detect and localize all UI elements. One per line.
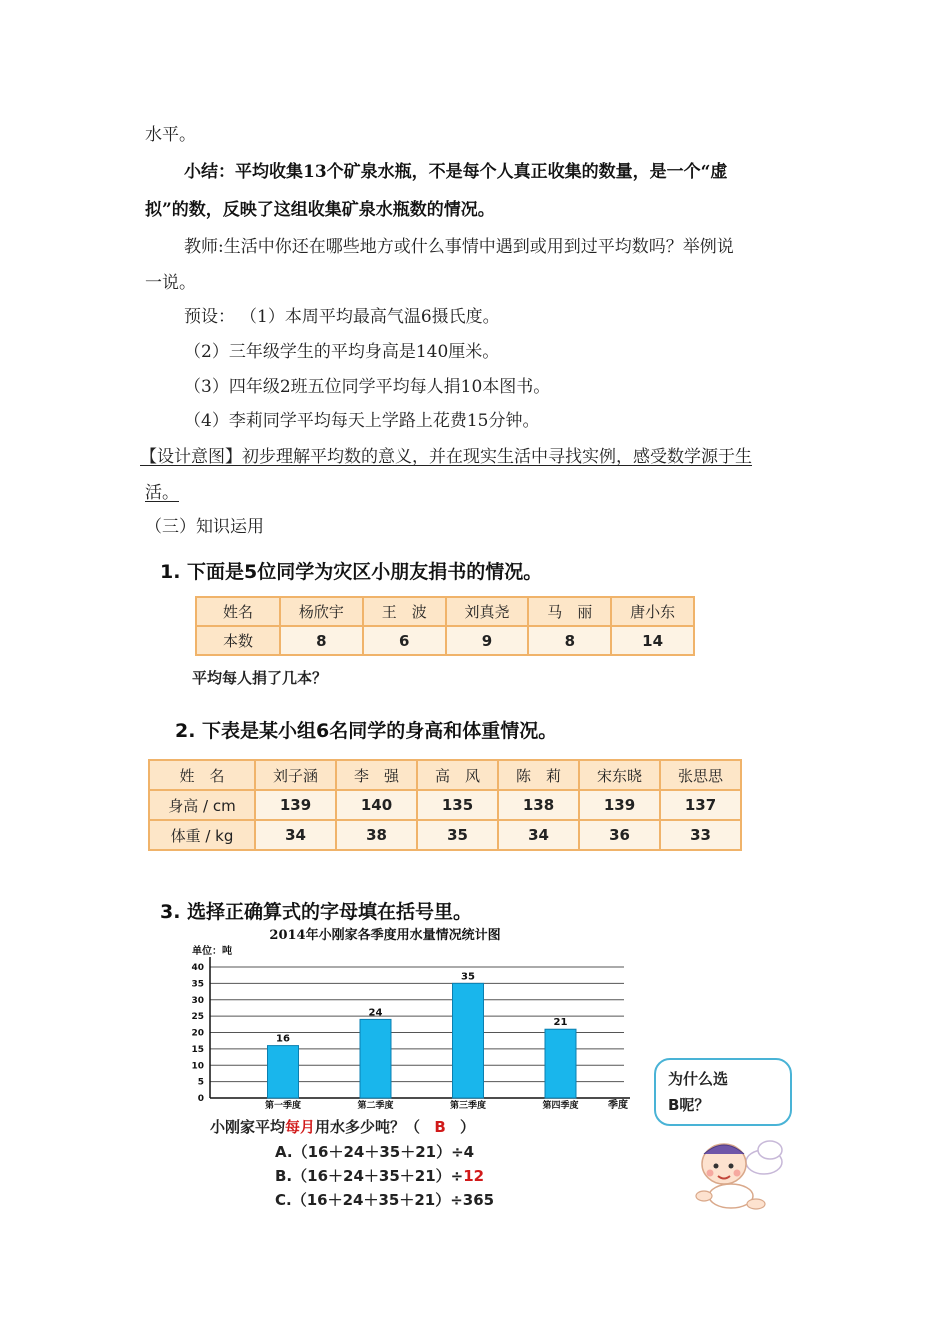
chart-category-label: 第一季度	[264, 1101, 302, 1111]
water-usage-bar-chart	[180, 922, 650, 1114]
chart-title: 2014年小刚家各季度用水量情况统计图	[269, 928, 501, 943]
q3-option-c: C.（16＋24＋35＋21）÷365	[275, 1191, 495, 1209]
q2-heading: 2. 下表是某小组6名同学的身高和体重情况。	[175, 720, 558, 742]
q2-header-height: 身高 / cm	[149, 790, 255, 820]
q1-name-cell: 杨欣宇	[280, 597, 363, 626]
paragraph-continuation: 水平。	[145, 125, 196, 145]
chart-y-tick-label: 15	[191, 1044, 204, 1055]
q1-header-name: 姓名	[196, 597, 280, 626]
q3-option-a: A.（16＋24＋35＋21）÷4	[275, 1143, 475, 1161]
q2-height-cell: 140	[336, 790, 417, 820]
q2-header-weight: 体重 / kg	[149, 820, 255, 850]
chart-bar	[453, 983, 484, 1098]
chart-x-axis-label: 季度	[608, 1100, 628, 1111]
chart-data-label: 16	[276, 1033, 290, 1045]
q2-name-cell: 张思思	[660, 760, 741, 790]
q2-height-cell: 139	[255, 790, 336, 820]
chart-category-label: 第二季度	[357, 1101, 394, 1111]
chart-y-tick-label: 5	[197, 1077, 204, 1088]
teacher-line-2: 一说。	[145, 273, 196, 293]
preset-item-3: （3）四年级2班五位同学平均每人捐10本图书。	[184, 377, 551, 397]
section-title: （三）知识运用	[145, 517, 264, 537]
q2-weight-cell: 36	[579, 820, 660, 850]
q2-height-cell: 138	[498, 790, 579, 820]
q2-height-cell: 137	[660, 790, 741, 820]
q2-name-cell: 高 风	[417, 760, 498, 790]
chart-data-label: 35	[461, 971, 475, 983]
q3-option-b-correction: 12	[463, 1167, 485, 1185]
q2-header-name: 姓 名	[149, 760, 255, 790]
preset-item-1: （1）本周平均最高气温6摄氏度。	[240, 307, 500, 327]
teacher-line-1: 教师:生活中你还在哪些地方或什么事情中遇到或用到过平均数吗？举例说	[184, 237, 734, 257]
chart-y-tick-label: 25	[191, 1012, 204, 1023]
q1-heading: 1. 下面是5位同学为灾区小朋友捐书的情况。	[160, 561, 543, 583]
chart-category-label: 第三季度	[449, 1101, 487, 1111]
q1-header-count: 本数	[196, 626, 280, 655]
q3-question	[210, 1116, 475, 1137]
q1-name-cell: 王 波	[363, 597, 446, 626]
q1-value-cell: 8	[280, 626, 363, 655]
q3-answer: B	[434, 1118, 446, 1136]
cartoon-angel-icon	[686, 1128, 786, 1218]
chart-data-label: 21	[553, 1017, 568, 1029]
chart-data-label: 24	[368, 1007, 383, 1019]
chart-y-tick-label: 35	[191, 979, 204, 990]
q1-value-cell: 14	[611, 626, 694, 655]
q1-value-cell: 9	[446, 626, 529, 655]
chart-category-label: 第四季度	[542, 1101, 579, 1111]
chart-y-tick-label: 30	[191, 995, 204, 1006]
chart-y-tick-label: 0	[197, 1094, 204, 1104]
chart-bar	[545, 1029, 576, 1098]
q1-question: 平均每人捐了几本？	[192, 669, 328, 687]
summary-line-2: 拟”的数，反映了这组收集矿泉水瓶数的情况。	[145, 200, 495, 220]
chart-y-tick-label: 10	[191, 1061, 204, 1072]
preset-item-4: （4）李莉同学平均每天上学路上花费15分钟。	[184, 411, 540, 431]
chart-bar	[268, 1046, 299, 1098]
q2-name-cell: 刘子涵	[255, 760, 336, 790]
q2-table	[148, 759, 742, 851]
design-intent-line-2: 活。	[145, 483, 179, 503]
preset-label: 预设：	[184, 307, 235, 327]
q3-option-b-text: B.（16＋24＋35＋21）÷	[275, 1167, 464, 1185]
speech-bubble-line-1: 为什么选	[668, 1070, 729, 1088]
chart-bar	[360, 1019, 391, 1098]
q1-table	[195, 596, 695, 656]
q2-weight-cell: 34	[255, 820, 336, 850]
q2-height-cell: 135	[417, 790, 498, 820]
q3-question-end: ）	[460, 1118, 476, 1136]
preset-item-2: （2）三年级学生的平均身高是140厘米。	[184, 342, 500, 362]
q1-name-cell: 刘真尧	[446, 597, 529, 626]
chart-y-tick-label: 20	[191, 1028, 204, 1039]
q3-question-emphasis: 每月	[285, 1118, 316, 1136]
q2-name-cell: 宋东晓	[579, 760, 660, 790]
q2-weight-cell: 38	[336, 820, 417, 850]
q2-name-cell: 陈 莉	[498, 760, 579, 790]
q2-name-cell: 李 强	[336, 760, 417, 790]
q3-question-post: 用水多少吨？（	[315, 1118, 421, 1136]
summary-line-1: 小结：平均收集13个矿泉水瓶，不是每个人真正收集的数量，是一个“虚	[184, 162, 728, 182]
q2-weight-cell: 34	[498, 820, 579, 850]
q3-heading: 3. 选择正确算式的字母填在括号里。	[160, 901, 473, 923]
speech-bubble	[654, 1058, 792, 1126]
q1-value-cell: 6	[363, 626, 446, 655]
q1-value-cell: 8	[528, 626, 611, 655]
design-intent-line-1: 【设计意图】初步理解平均数的意义，并在现实生活中寻找实例，感受数学源于生	[140, 447, 752, 467]
q2-weight-cell: 33	[660, 820, 741, 850]
chart-unit-label: 单位：吨	[192, 946, 232, 957]
speech-bubble-line-2: B呢？	[668, 1096, 710, 1114]
chart-y-tick-label: 40	[191, 963, 204, 973]
q1-name-cell: 马 丽	[528, 597, 611, 626]
q1-name-cell: 唐小东	[611, 597, 694, 626]
q3-question-pre: 小刚家平均	[210, 1118, 286, 1136]
q3-option-b	[275, 1165, 484, 1186]
q2-weight-cell: 35	[417, 820, 498, 850]
q2-height-cell: 139	[579, 790, 660, 820]
